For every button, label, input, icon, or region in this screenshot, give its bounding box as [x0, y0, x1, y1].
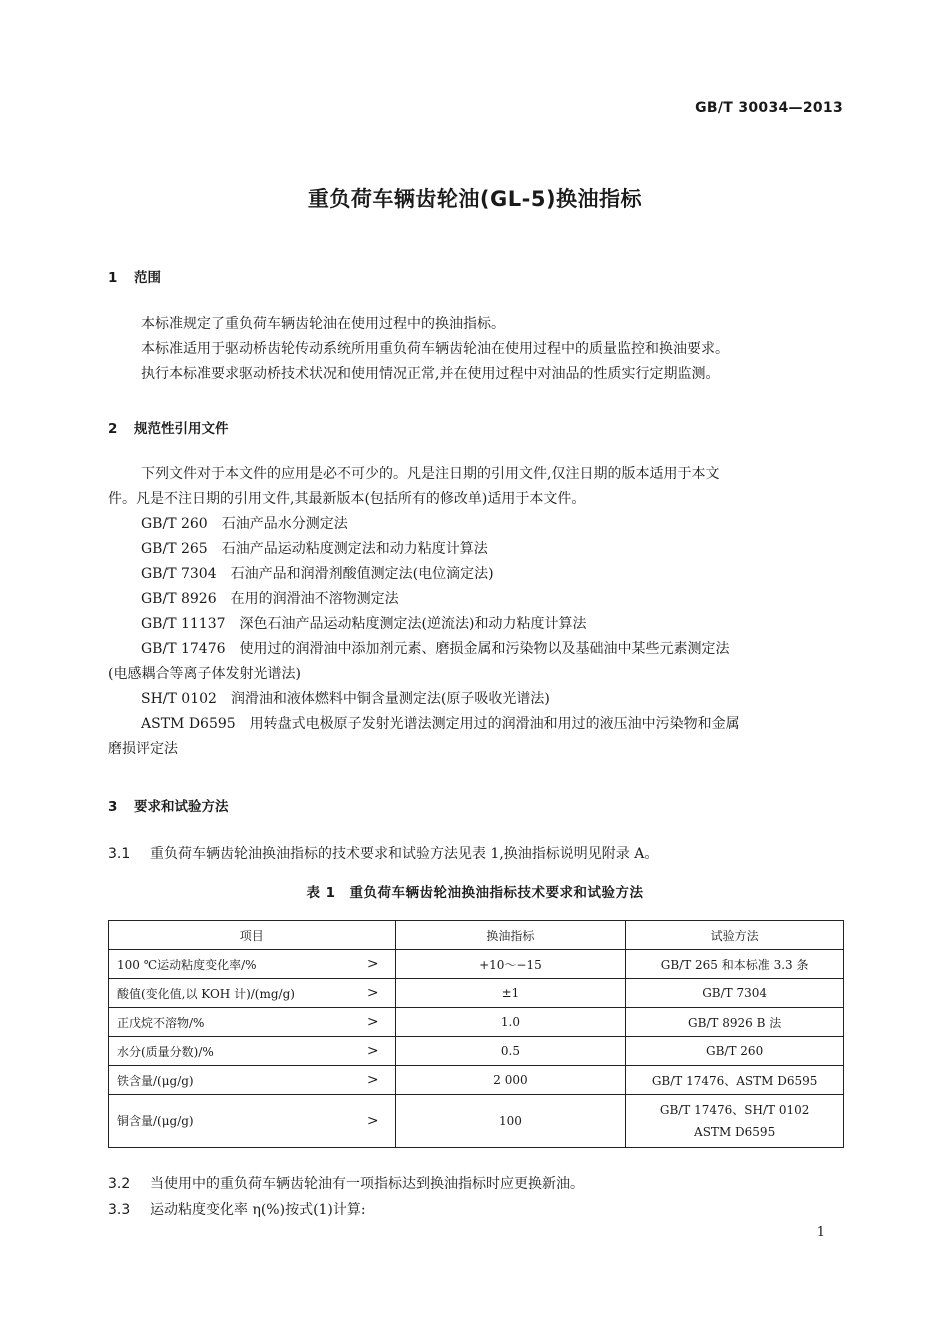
clause-3-2 [108, 1173, 584, 1193]
comparison-sign: > [366, 1014, 379, 1030]
table-row [109, 950, 844, 979]
normative-reference [108, 512, 844, 537]
reference-code: GB/T 260 [141, 516, 208, 532]
section-title: 要求和试验方法 [134, 799, 229, 815]
normative-reference [108, 712, 844, 737]
column-header: 项目 [109, 921, 396, 950]
reference-code: GB/T 265 [141, 541, 208, 557]
page-number: 1 [816, 1225, 825, 1240]
normative-reference [108, 562, 844, 587]
normative-reference [108, 687, 844, 712]
reference-code: GB/T 11137 [141, 616, 226, 632]
method-cell: GB/T 8926 B 法 [626, 1008, 844, 1037]
method-cell [626, 1095, 844, 1148]
normative-reference [108, 612, 844, 637]
section-title: 规范性引用文件 [134, 421, 229, 437]
item-label: 铁含量/(μg/g) [117, 1073, 194, 1088]
document-title: 重负荷车辆齿轮油(GL-5)换油指标 [307, 187, 643, 211]
normative-reference [108, 537, 844, 562]
paragraph-continuation: 件。凡是不注日期的引用文件,其最新版本(包括所有的修改单)适用于本文件。 [108, 491, 586, 507]
clause-3-1 [108, 843, 658, 863]
reference-title: 使用过的润滑油中添加剂元素、磨损金属和污染物以及基础油中某些元素测定法 [239, 641, 730, 657]
reference-code: GB/T 8926 [141, 591, 217, 607]
table-row [109, 1008, 844, 1037]
normative-reference [108, 587, 844, 612]
reference-code: SH/T 0102 [141, 691, 217, 707]
clause-3-3 [108, 1199, 366, 1219]
section-1-body [108, 312, 844, 387]
reference-title: 石油产品和润滑剂酸值测定法(电位滴定法) [230, 566, 494, 582]
section-number: 1 [108, 270, 118, 286]
limit-cell: +10～−15 [395, 950, 626, 979]
clause-number: 3.1 [108, 846, 131, 862]
standard-code: GB/T 30034—2013 [695, 100, 843, 116]
item-label: 100 ℃运动粘度变化率/% [117, 957, 257, 972]
reference-title: 深色石油产品运动粘度测定法(逆流法)和动力粘度计算法 [239, 616, 587, 632]
comparison-sign: > [366, 1113, 379, 1129]
paragraph: 下列文件对于本文件的应用是必不可少的。凡是注日期的引用文件,仅注日期的版本适用于本文 [141, 466, 720, 482]
reference-title: 在用的润滑油不溶物测定法 [230, 591, 399, 607]
item-label: 铜含量/(μg/g) [117, 1114, 194, 1128]
method-line: GB/T 17476、SH/T 0102 [659, 1103, 810, 1117]
method-cell: GB/T 265 和本标准 3.3 条 [626, 950, 844, 979]
column-header: 试验方法 [626, 921, 844, 950]
clause-number: 3.3 [108, 1202, 131, 1218]
reference-code: GB/T 17476 [141, 641, 226, 657]
item-label: 正戊烷不溶物/% [117, 1015, 205, 1030]
section-title: 范围 [134, 270, 161, 286]
reference-code: ASTM D6595 [141, 716, 236, 732]
item-cell [109, 1037, 396, 1066]
section-2-heading [108, 417, 229, 437]
item-cell [109, 1008, 396, 1037]
normative-reference [108, 637, 844, 662]
reference-title: 用转盘式电极原子发射光谱法测定用过的润滑油和用过的液压油中污染物和金属 [249, 716, 740, 732]
reference-title: 石油产品运动粘度测定法和动力粘度计算法 [221, 541, 488, 557]
reference-code: GB/T 7304 [141, 566, 217, 582]
method-line: ASTM D6595 [694, 1125, 776, 1139]
comparison-sign: > [366, 1043, 379, 1059]
clause-text: 当使用中的重负荷车辆齿轮油有一项指标达到换油指标时应更换新油。 [150, 1176, 584, 1192]
reference-continuation: 磨损评定法 [108, 741, 178, 757]
table-caption: 表 1 重负荷车辆齿轮油换油指标技术要求和试验方法 [306, 885, 644, 901]
clause-number: 3.2 [108, 1176, 131, 1192]
comparison-sign: > [366, 1072, 379, 1088]
limit-cell: 1.0 [395, 1008, 626, 1037]
item-cell [109, 950, 396, 979]
method-cell: GB/T 7304 [626, 979, 844, 1008]
limit-cell: 100 [395, 1095, 626, 1148]
spec-table [108, 920, 844, 1148]
section-3-heading [108, 795, 229, 815]
table-header-row [109, 921, 844, 950]
paragraph: 执行本标准要求驱动桥技术状况和使用情况正常,并在使用过程中对油品的性质实行定期监测。 [141, 366, 720, 382]
clause-text: 重负荷车辆齿轮油换油指标的技术要求和试验方法见表 1,换油指标说明见附录 A。 [150, 846, 659, 862]
table-row [109, 1066, 844, 1095]
paragraph: 本标准规定了重负荷车辆齿轮油在使用过程中的换油指标。 [141, 316, 505, 332]
method-cell: GB/T 17476、ASTM D6595 [626, 1066, 844, 1095]
table-row [109, 1037, 844, 1066]
reference-continuation: (电感耦合等离子体发射光谱法) [108, 666, 301, 682]
section-number: 3 [108, 799, 118, 815]
item-cell [109, 979, 396, 1008]
column-header: 换油指标 [395, 921, 626, 950]
limit-cell: 2 000 [395, 1066, 626, 1095]
table-row [109, 979, 844, 1008]
clause-text: 运动粘度变化率 η(%)按式(1)计算: [150, 1202, 366, 1218]
limit-cell: 0.5 [395, 1037, 626, 1066]
section-2-body [108, 462, 844, 762]
item-cell [109, 1095, 396, 1148]
comparison-sign: > [366, 985, 379, 1001]
item-label: 水分(质量分数)/% [117, 1044, 214, 1059]
section-number: 2 [108, 421, 118, 437]
table-row [109, 1095, 844, 1148]
item-cell [109, 1066, 396, 1095]
method-cell: GB/T 260 [626, 1037, 844, 1066]
comparison-sign: > [366, 956, 379, 972]
section-1-heading [108, 266, 161, 286]
paragraph: 本标准适用于驱动桥齿轮传动系统所用重负荷车辆齿轮油在使用过程中的质量监控和换油要求。 [141, 341, 729, 357]
reference-title: 石油产品水分测定法 [221, 516, 348, 532]
item-label: 酸值(变化值,以 KOH 计)/(mg/g) [117, 986, 295, 1001]
limit-cell: ±1 [395, 979, 626, 1008]
reference-title: 润滑油和液体燃料中铜含量测定法(原子吸收光谱法) [230, 691, 550, 707]
